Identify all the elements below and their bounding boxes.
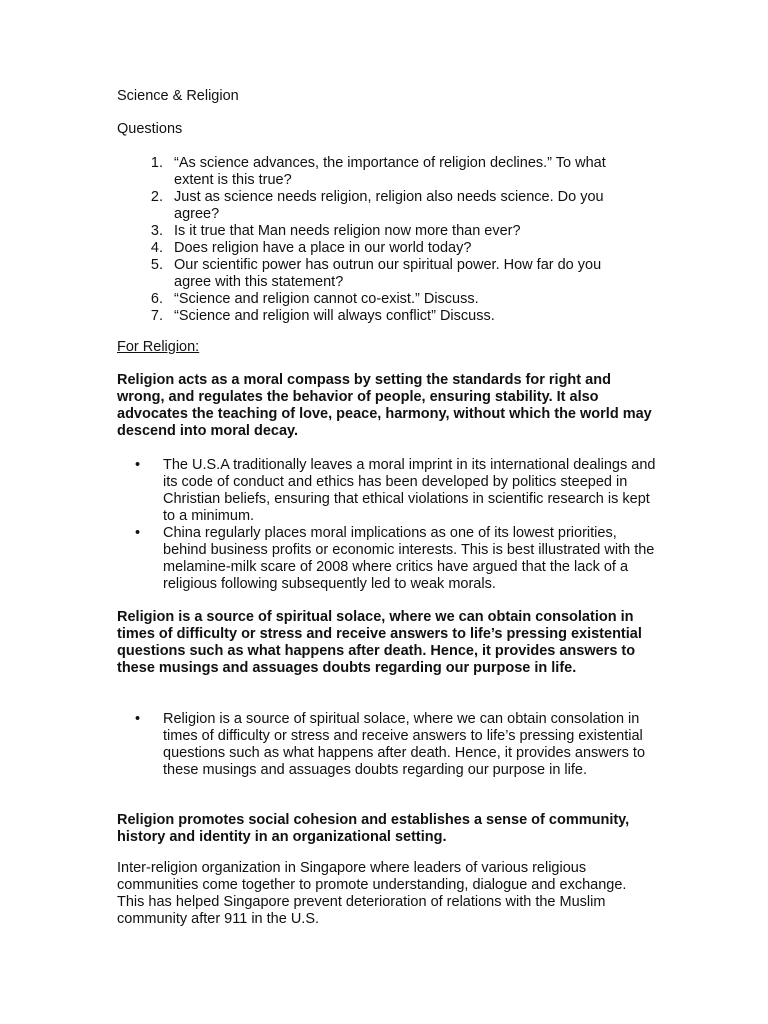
bullet-icon: • [135,457,141,473]
list-item [117,291,637,308]
question-text: “As science advances, the importance of religion declines.” To what extent is this true? [174,155,606,188]
document-title: Science & Religion [117,88,239,104]
question-text: Just as science needs religion, religion also needs science. Do you agree? [174,189,604,222]
list-item [117,711,662,779]
body-paragraph-singapore: Inter-religion organization in Singapore where leaders of various religious communities come together to promote understanding, dialogue and exchange. This has helped Singapore prevent deterioration of relations with the Muslim community after 911 in the U.S. [117,860,627,927]
bullet-text: The U.S.A traditionally leaves a moral imprint in its international dealings and its code of conduct and ethics has been developed by politics steeped in Christian beliefs, ensuring that ethical violations in scientific research is kept to a minimum. [163,457,656,524]
question-text: Does religion have a place in our world today? [174,240,472,256]
list-number: 1. [150,155,163,171]
question-text: Is it true that Man needs religion now more than ever? [174,223,521,239]
bullet-icon: • [135,525,141,541]
list-number: 7. [150,308,163,324]
list-number: 3. [150,223,163,239]
question-text: “Science and religion cannot co-exist.” Discuss. [174,291,479,307]
question-text: “Science and religion will always conflict” Discuss. [174,308,495,324]
list-number: 4. [150,240,163,256]
bullet-text: China regularly places moral implications as one of its lowest priorities, behind business profits or economic interests. This is best illustrated with the melamine-milk scare of 2008 where critics have argued that the lack of a religious following subsequently led to weak morals. [163,525,655,592]
argument-heading-moral-compass: Religion acts as a moral compass by setting the standards for right and wrong, and regulates the behavior of people, ensuring stability. It also advocates the teaching of love, peace, harmony, without which the world may descend into moral decay. [117,372,652,439]
list-item [117,257,637,291]
question-text: Our scientific power has outrun our spiritual power. How far do you agree with this statement? [174,257,602,290]
list-item [117,457,662,525]
argument-heading-spiritual-solace: Religion is a source of spiritual solace, where we can obtain consolation in times of difficulty or stress and receive answers to life’s pressing existential questions such as what happens after death. Hence, it provides answers to these musings and assuages doubts regarding our purpose in life. [117,609,642,676]
list-item [117,240,637,257]
list-item [117,525,662,593]
questions-heading: Questions [117,121,183,137]
bullet-icon: • [135,711,141,727]
list-item [117,155,637,189]
list-number: 2. [150,189,163,205]
questions-list [117,155,637,325]
list-item [117,189,637,223]
list-number: 5. [150,257,163,273]
bullet-list-moral-compass [117,457,662,593]
bullet-list-spiritual-solace [117,711,662,779]
list-item [117,308,637,325]
bullet-text: Religion is a source of spiritual solace, where we can obtain consolation in times of difficulty or stress and receive answers to life’s pressing existential questions such as what happens after death. Hence, it provides answers to these musings and assuages doubts regarding our purpose in life. [163,711,646,778]
list-item [117,223,637,240]
argument-heading-social-cohesion: Religion promotes social cohesion and establishes a sense of community, history and identity in an organizational setting. [117,812,630,845]
section-heading-for-religion: For Religion: [117,339,200,355]
list-number: 6. [150,291,163,307]
